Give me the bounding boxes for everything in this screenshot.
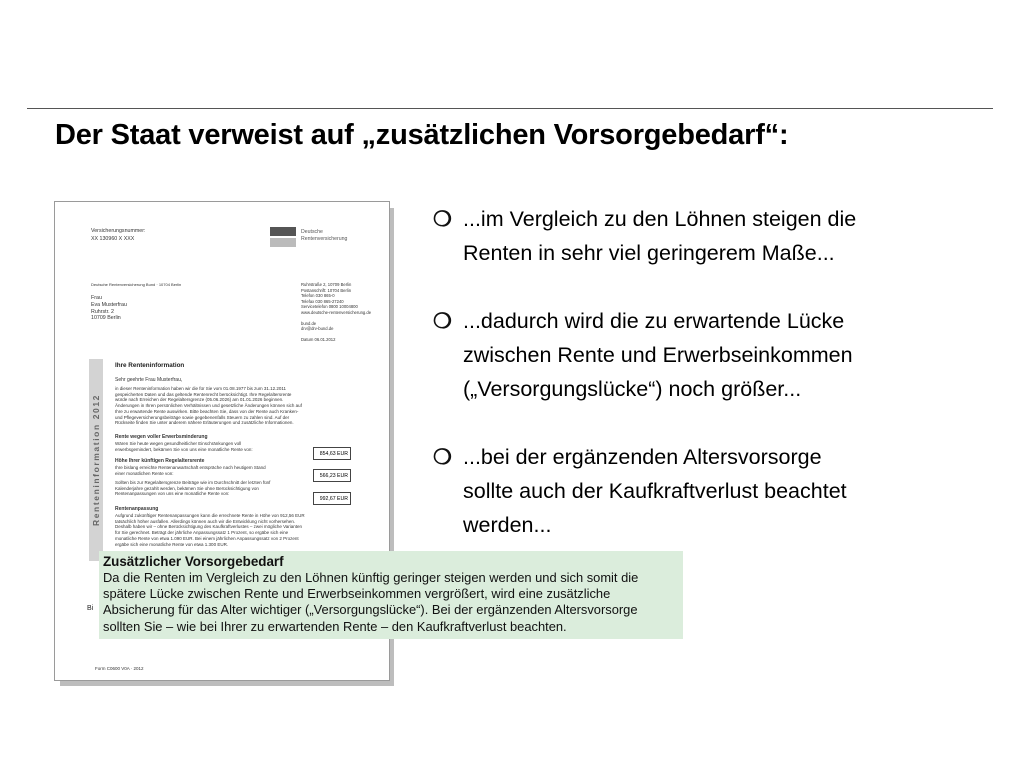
document-sidebar	[89, 359, 103, 561]
bullet-line: ...dadurch wird die zu erwartende Lücke	[463, 309, 845, 333]
bullet-list	[433, 202, 1013, 576]
bullet-item	[433, 440, 1013, 542]
sender-line: Deutsche Rentenversicherung Bund · 10704 Berlin	[91, 282, 182, 287]
drv-logo-icon	[270, 227, 296, 236]
bullet-line: („Versorgungslücke“) noch größer...	[463, 377, 802, 401]
insurance-number: XX 130960 X XXX	[91, 236, 135, 242]
document-footer: Form C0600 V0A · 2012	[95, 666, 144, 671]
bullet-item	[433, 304, 1013, 406]
sender-address-block: Ruhrstraße 2, 10709 Berlin Postanschrift: 10704 Berlin Telefon 030 865-0 Telefax 030 865-27240 Servicetelefon 0800 10004800 www.deutsche-rentenversicherung.de bund.de drv@drv-bund.de Datum 06.01.2012	[301, 282, 372, 342]
excerpt-line: Absicherung für das Alter wichtiger („Versorgungslücke“). Bei der ergänzenden Altersvorsorge	[103, 602, 638, 618]
section-text-pension-b: Sollten bis zur Regelaltersgrenze Beiträge wie im Durchschnitt der letzten fünf Kalenderjahre gezahlt werden, bekämen Sie ohne Berücksichtigung von Rentenanpassungen von uns eine monatliche Rente von:	[115, 480, 271, 497]
hollow-circle-bullet-icon: ❍	[433, 310, 452, 333]
bullet-line: werden...	[463, 513, 552, 537]
excerpt-line: sollten Sie – wie bei Ihrer zu erwartenden Rente – den Kaufkraftverlust beachten.	[103, 618, 567, 634]
value-box-disability: 854,63 EUR	[313, 447, 351, 460]
slide-title: Der Staat verweist auf „zusätzlichen Vorsorgebedarf“:	[55, 119, 789, 151]
document-intro-text: in dieser Renteninformation haben wir die für Sie vom 01.08.1977 bis zum 31.12.2011 gespeicherten Daten und das geltende Rentenrecht berücksichtigt. Ihre Regelaltersrente würde nach Erreichen der Regelaltersgrenze (05.06.2026) am 01.01.2026 beginnen. Änderungen in Ihren persönlichen Verhältnissen und gesetzliche Änderungen können sich auf Ihre zu erwartende Rente auswirken. Bitte beachten Sie, dass von der Rente auch Kranken- und Pflegeversicherungsbeiträge sowie gegebenenfalls Steuern zu zahlen sind. Auf der Rückseite finden Sie unter anderem nähere Erläuterungen und zusätzliche Informationen.	[115, 386, 302, 426]
bullet-item	[433, 202, 1013, 270]
section-heading-pension: Höhe Ihrer künftigen Regelaltersrente	[115, 458, 205, 464]
excerpt-line: spätere Lücke zwischen Rente und Erwerbseinkommen vergrößert, wird eine zusätzliche	[103, 586, 611, 602]
bullet-line: sollte auch der Kaufkraftverlust beachtet	[463, 479, 847, 503]
sidebar-label: Renteninformation 2012	[91, 393, 101, 527]
section-text-disability: Wären Sie heute wegen gesundheitlicher Einschränkungen voll erwerbsgemindert, bekämen Sie von uns eine monatliche Rente von:	[115, 441, 253, 452]
bullet-line: ...im Vergleich zu den Löhnen steigen die	[463, 207, 857, 231]
section-heading-disability: Rente wegen voller Erwerbsminderung	[115, 434, 208, 440]
value-box-projected: 992,67 EUR	[313, 492, 351, 505]
bullet-line: Renten in sehr viel geringerem Maße...	[463, 241, 835, 265]
section-text-pension: Ihre bislang erreichte Rentenanwartschaft entspräche nach heutigem Stand einer monatlichen Rente von:	[115, 465, 266, 476]
section-heading-adjustment: Rentenanpassung	[115, 506, 159, 512]
hollow-circle-bullet-icon: ❍	[433, 446, 452, 469]
section-text-adjustment: Aufgrund zukünftiger Rentenanpassungen kann die errechnete Rente in Höhe von 912,56 EUR tatsächlich höher ausfallen. Allerdings können auch wir die Entwicklung nicht vorhersehen. Deshalb haben wir – ohne Berücksichtigung des Kaufkraftverlustes – zwei mögliche Varianten für Sie gerechnet. Beträgt der jährliche Anpassungssatz 1 Prozent, so ergäbe sich eine monatliche Rente von etwa 1.090 EUR. Bei einem jährlichen Anpassungssatz von 2 Prozent ergäbe sich eine monatliche Rente von etwa 1.300 EUR.	[115, 513, 305, 547]
insurance-number-label: Versicherungsnummer:	[91, 228, 146, 234]
document-heading: Ihre Renteninformation	[115, 362, 185, 369]
hollow-circle-bullet-icon: ❍	[433, 208, 452, 231]
value-box-pension: 566,23 EUR	[313, 469, 351, 482]
bullet-line: ...bei der ergänzenden Altersvorsorge	[463, 445, 822, 469]
excerpt-line: Da die Renten im Vergleich zu den Löhnen künftig geringer steigen werden und sich somit die	[103, 570, 639, 585]
logo-text: Deutsche Rentenversicherung	[301, 229, 348, 242]
document-truncated-text: Bi	[87, 605, 94, 612]
bullet-line: zwischen Rente und Erwerbseinkommen	[463, 343, 853, 367]
document-salutation: Sehr geehrte Frau Musterfrau,	[115, 377, 183, 383]
recipient-address: Frau Eva Musterfrau Ruhrstr. 2 10709 Berlin	[91, 295, 127, 322]
excerpt-title: Zusätzlicher Vorsorgebedarf	[103, 554, 284, 569]
drv-logo-lower-icon	[270, 238, 296, 247]
title-divider-line	[27, 108, 993, 109]
